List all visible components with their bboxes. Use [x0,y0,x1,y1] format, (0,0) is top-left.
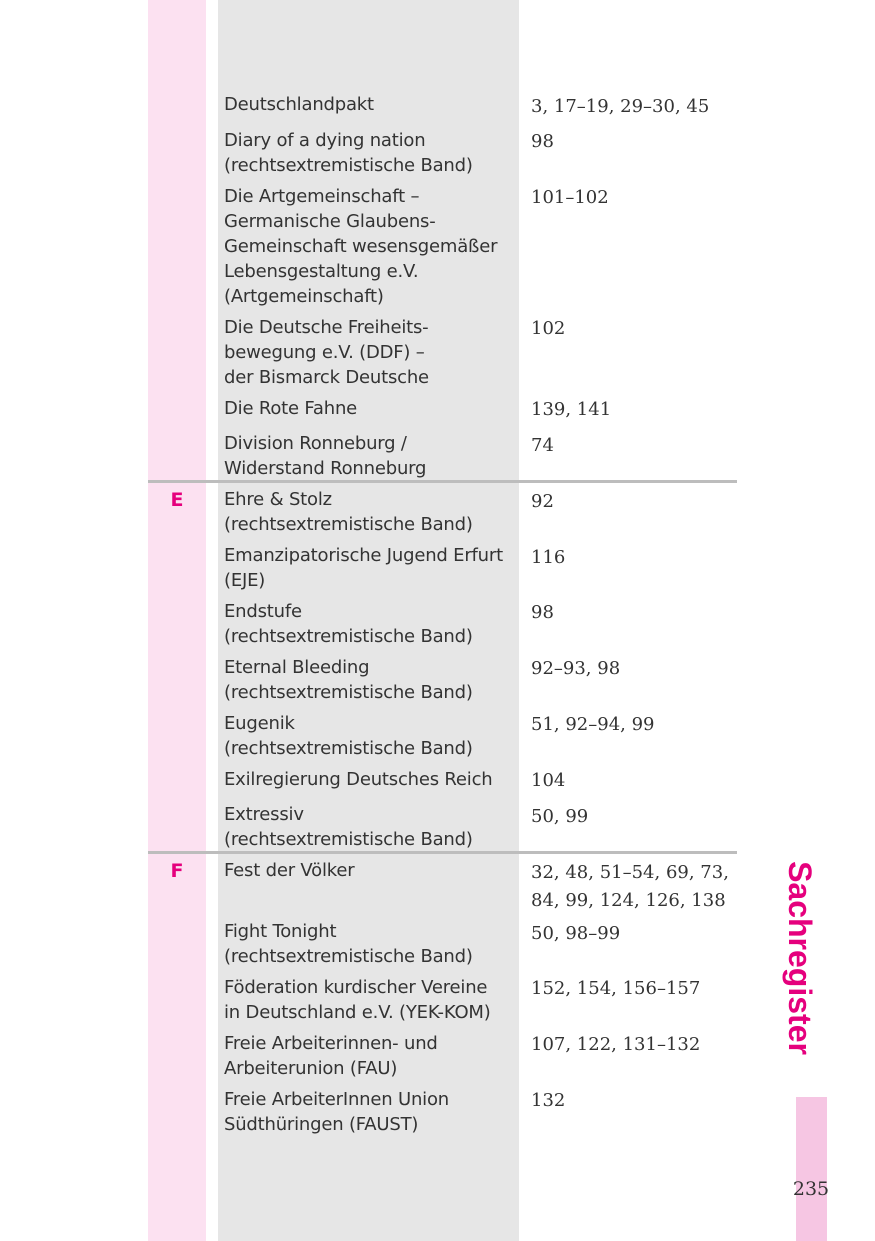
entry-pages: 101–102 [531,187,609,208]
entry-pages: 139, 141 [531,399,612,420]
entry-pages: 132 [531,1090,566,1111]
entry-term: Fest der Völker [224,860,355,881]
entry-pages: 50, 99 [531,806,589,827]
entry-term: Ehre & Stolz (rechtsextremistische Band) [224,489,473,535]
entry-term: Föderation kurdischer Vereine in Deutschland e.V. (YEK-KOM) [224,977,491,1023]
entry-pages: 51, 92–94, 99 [531,714,655,735]
entry-pages: 3, 17–19, 29–30, 45 [531,96,710,117]
entry-term: Die Deutsche Freiheits- bewegung e.V. (DDF) – der Bismarck Deutsche [224,317,429,388]
entry-term: Diary of a dying nation (rechtsextremistische Band) [224,130,473,176]
entry-term: Endstufe (rechtsextremistische Band) [224,601,473,647]
entry-pages: 92 [531,491,554,512]
letter-column [148,0,206,1241]
entry-term: Extressiv (rechtsextremistische Band) [224,804,473,850]
entry-pages: 50, 98–99 [531,923,621,944]
entry-term: Fight Tonight (rechtsextremistische Band) [224,921,473,967]
section-letter-e: E [170,489,184,511]
entry-term: Die Rote Fahne [224,398,358,419]
entry-term: Emanzipatorische Jugend Erfurt (EJE) [224,545,503,591]
page-number: 235 [792,1178,830,1200]
entry-pages: 32, 48, 51–54, 69, 73, 84, 99, 124, 126, 138 [531,862,729,911]
section-letter-f: F [170,860,184,882]
entry-pages: 92–93, 98 [531,658,621,679]
entry-term: Eugenik (rechtsextremistische Band) [224,713,473,759]
entry-term: Exilregierung Deutsches Reich [224,769,493,790]
entry-pages: 107, 122, 131–132 [531,1034,701,1055]
entry-term: Freie ArbeiterInnen Union Südthüringen (FAUST) [224,1089,450,1135]
page-tab [796,1097,827,1241]
entry-term: Deutschlandpakt [224,94,374,115]
entry-pages: 98 [531,131,554,152]
entry-term: Eternal Bleeding (rechtsextremistische Band) [224,657,473,703]
entry-pages: 152, 154, 156–157 [531,978,701,999]
entry-term: Die Artgemeinschaft – Germanische Glaubens- Gemeinschaft wesensgemäßer Lebensgestaltung e.V. (Artgemeinschaft) [224,186,498,307]
entry-pages: 74 [531,435,554,456]
entry-pages: 104 [531,770,566,791]
entry-pages: 98 [531,602,554,623]
entry-term: Division Ronneburg / Widerstand Ronneburg [224,433,427,479]
section-title: Sachregister [782,861,818,1055]
entry-pages: 102 [531,318,566,339]
entry-pages: 116 [531,547,566,568]
entry-term: Freie Arbeiterinnen- und Arbeiterunion (FAU) [224,1033,438,1079]
